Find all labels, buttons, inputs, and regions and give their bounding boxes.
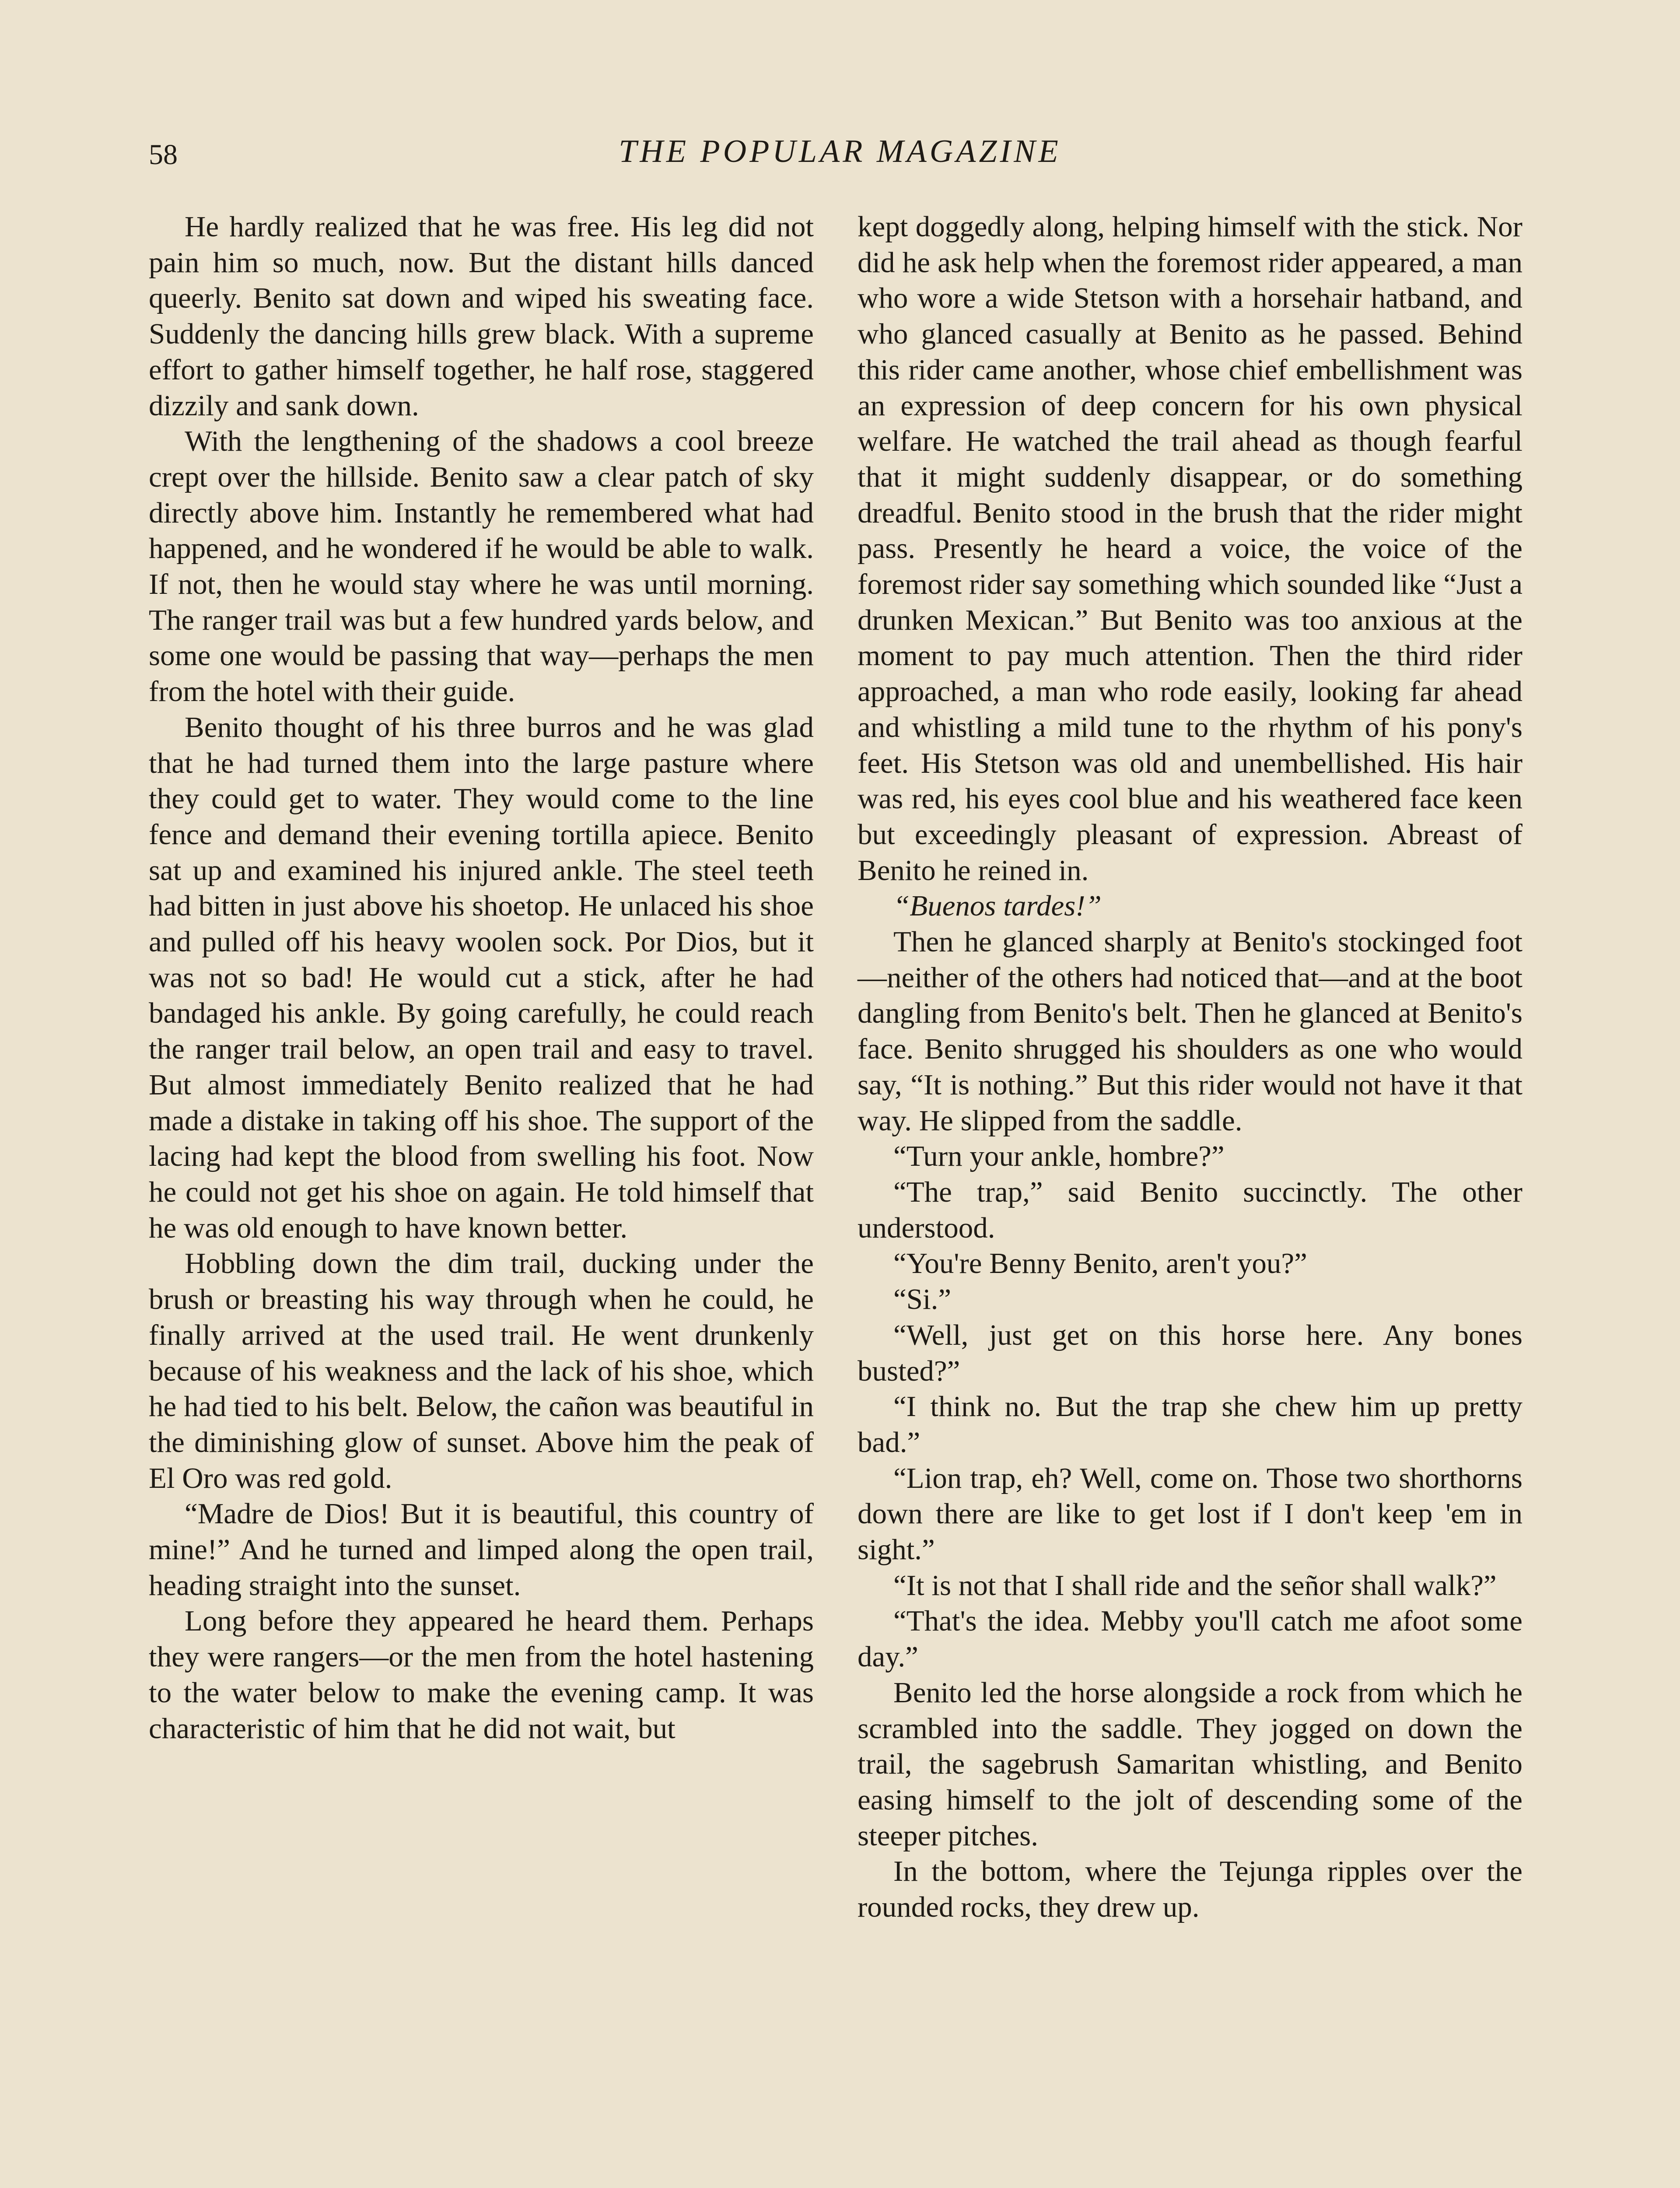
paragraph: “Lion trap, eh? Well, come on. Those two shorthorns down there are like to get lost if I don't keep 'em in sight.”: [858, 1462, 1522, 1566]
paragraph: In the bottom, where the Tejunga ripples over the rounded rocks, they drew up.: [858, 1855, 1522, 1924]
right-column: [858, 209, 1522, 1925]
paragraph: Benito led the horse alongside a rock from which he scrambled into the saddle. They jogged on down the trail, the sagebrush Samaritan whistling, and Benito easing himself to the jolt of descending some of the steeper pitches.: [858, 1676, 1522, 1852]
paragraph: “Turn your ankle, hombre?”: [893, 1140, 1225, 1173]
paragraph: “Madre de Dios! But it is beautiful, this country of mine!” And he turned and limped along the open trail, heading straight into the sunset.: [149, 1497, 814, 1602]
paragraph: “Si.”: [893, 1283, 952, 1316]
paragraph: “I think no. But the trap she chew him up pretty bad.”: [858, 1390, 1522, 1459]
paragraph: Then he glanced sharply at Benito's stockinged foot—neither of the others had noticed that—and at the boot dangling from Benito's belt. Then he glanced at Benito's face. Benito shrugged his shoulders as one who would say, “It is nothing.” But this rider would not have it that way. He slipped from the saddle.: [858, 926, 1522, 1137]
paragraph: Benito thought of his three burros and he was glad that he had turned them into the large pasture where they could get to water. They would come to the line fence and demand their evening tortilla apiece. Benito sat up and examined his injured ankle. The steel teeth had bitten in just above his shoetop. He unlaced his shoe and pulled off his heavy woolen sock. Por Dios, but it was not so bad! He would cut a stick, after he had bandaged his ankle. By going carefully, he could reach the ranger trail below, an open trail and easy to travel. But almost immediately Benito realized that he had made a distake in taking off his shoe. The support of the lacing had kept the blood from swelling his foot. Now he could not get his shoe on again. He told himself that he was old enough to have known better.: [149, 711, 814, 1244]
paragraph: “It is not that I shall ride and the señor shall walk?”: [893, 1569, 1497, 1602]
paragraph: He hardly realized that he was free. His leg did not pain him so much, now. But the distant hills danced queerly. Benito sat down and wiped his sweating face. Suddenly the dancing hills grew black. With a supreme effort to gather himself together, he half rose, staggered dizzily and sank down.: [149, 210, 814, 422]
page-header: [149, 130, 1531, 182]
left-column: [149, 209, 814, 1746]
page-number: 58: [149, 139, 178, 171]
paragraph: “Well, just get on this horse here. Any bones busted?”: [858, 1318, 1522, 1387]
paragraph: Hobbling down the dim trail, ducking under the brush or breasting his way through when he could, he finally arrived at the used trail. He went drunkenly because of his weakness and the lack of his shoe, which he had tied to his belt. Below, the cañon was beautiful in the diminishing glow of sunset. Above him the peak of El Oro was red gold.: [149, 1247, 814, 1494]
running-title: THE POPULAR MAGAZINE: [619, 133, 1061, 169]
paragraph: “That's the idea. Mebby you'll catch me afoot some day.”: [858, 1605, 1522, 1673]
paragraph: With the lengthening of the shadows a cool breeze crept over the hillside. Benito saw a clear patch of sky directly above him. Instantly he remembered what had happened, and he wondered if he would be able to walk. If not, then he would stay where he was until morning. The ranger trail was but a few hundred yards below, and some one would be passing that way—perhaps the men from the hotel with their guide.: [149, 425, 814, 708]
paragraph-continued: kept doggedly along, helping himself with the stick. Nor did he ask help when the foremost rider appeared, a man who wore a wide Stetson with a horsehair hatband, and who glanced casually at Benito as he passed. Behind this rider came another, whose chief embellishment was an expression of deep concern for his own physical welfare. He watched the trail ahead as though fearful that it might suddenly disappear, or do something dreadful. Benito stood in the brush that the rider might pass. Presently he heard a voice, the voice of the foremost rider say something which sounded like “Just a drunken Mexican.” But Benito was too anxious at the moment to pay much attention. Then the third rider approached, a man who rode easily, looking far ahead and whistling a mild tune to the rhythm of his pony's feet. His Stetson was old and unembellished. His hair was red, his eyes cool blue and his weathered face keen but exceedingly pleasant of expression. Abreast of Benito he reined in.: [858, 210, 1522, 887]
paragraph: “The trap,” said Benito succinctly. The other understood.: [858, 1175, 1522, 1244]
paragraph: “Buenos tardes!”: [893, 890, 1102, 922]
paragraph: Long before they appeared he heard them. Perhaps they were rangers—or the men from the hotel hastening to the water below to make the evening camp. It was characteristic of him that he did not wait, but: [149, 1605, 814, 1745]
paragraph: “You're Benny Benito, aren't you?”: [893, 1247, 1307, 1280]
